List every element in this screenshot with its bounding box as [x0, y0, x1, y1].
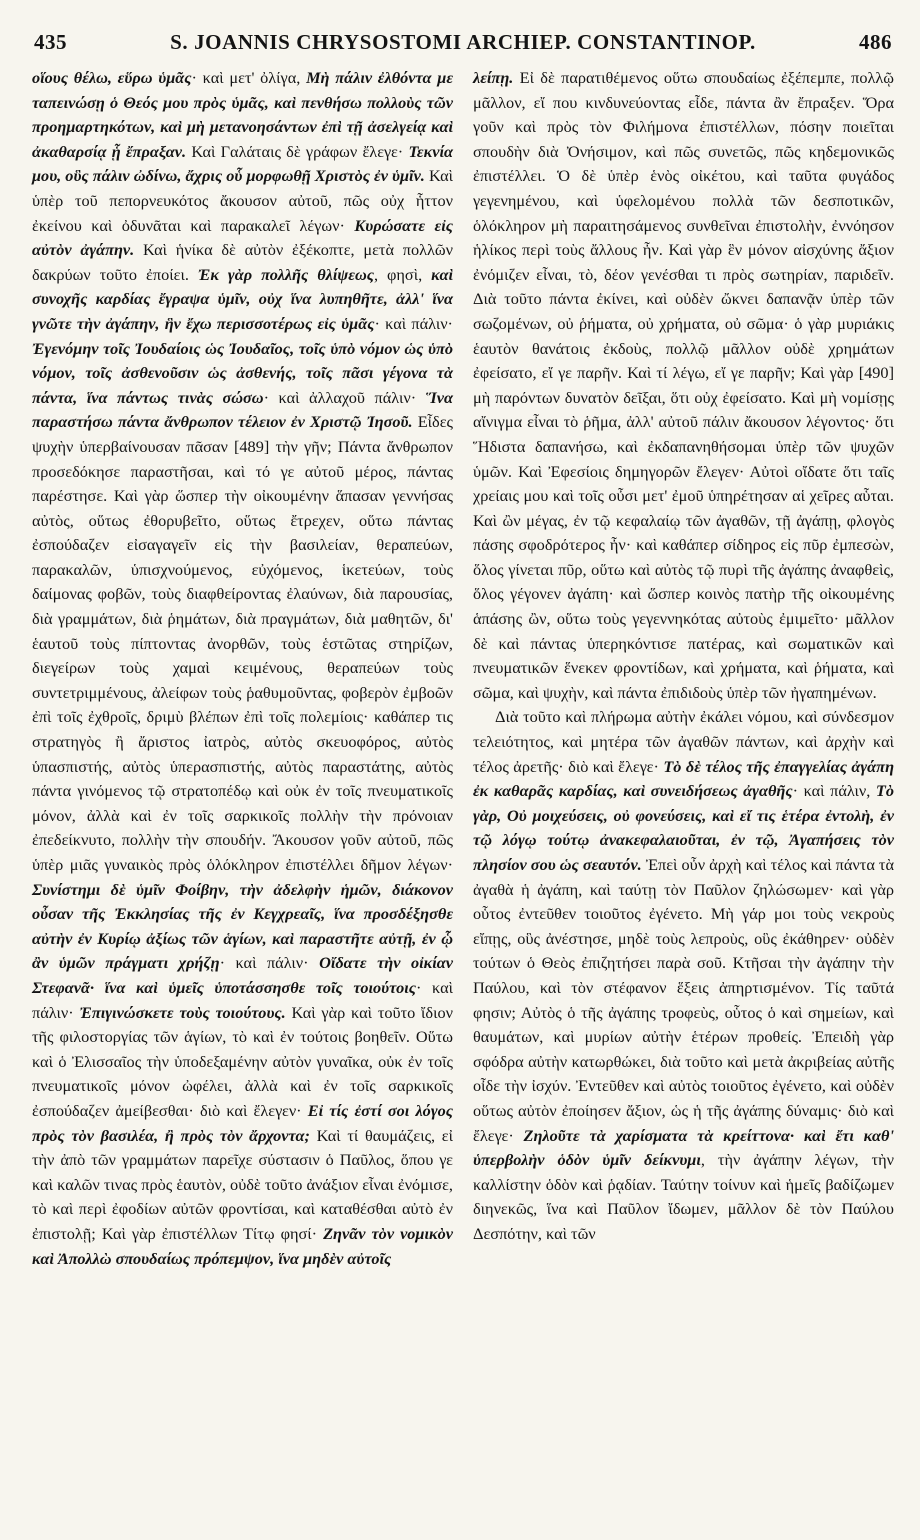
scripture-quote: Ἐκ γὰρ πολλῆς θλίψεως: [197, 264, 374, 284]
scripture-quote: Εἰ τίς ἐστί σοι λόγος πρὸς τὸν βασιλέα, ἢ πρὸς τὸν ἄρχοντα;: [32, 1100, 453, 1145]
text-segment: · καὶ ἀλλαχοῦ πάλιν·: [263, 387, 426, 407]
text-segment: · καὶ μετ' ὀλίγα,: [191, 68, 307, 87]
scripture-quote: καὶ συνοχῆς καρδίας ἔγραψα ὑμῖν, οὐχ ἵνα λυπηθῆτε, ἀλλ' ἵνα γνῶτε τὴν ἀγάπην, ἣν ἔχω περισσοτέρως εἰς ὑμᾶς: [32, 264, 453, 333]
text-segment: , φησὶ,: [373, 264, 432, 284]
text-segment: Καὶ γὰρ καὶ τοῦτο ἴδιον τῆς φιλοστοργίας τῶν ἁγίων, τὸ καὶ ἐν τούτοις βοηθεῖν. Οὕτω καὶ ὁ Ἐλισσαῖος τὴν ὑποδεξαμένην αὐτὸν γυναῖκα, οὐκ ἐν τοῖς πνευματικοῖς μόνον ὠφέλει, ἀλλὰ καὶ ἐν τοῖς σαρκικοῖς ἐσπούδαζεν ἀμείβεσθαι· διὸ καὶ ἔλεγεν·: [32, 1002, 453, 1120]
text-segment: Καὶ ὑπὲρ τοῦ πεπορνευκότος ἄκουσον αὐτοῦ, πῶς οὐχ ἧττον ἐκείνου καὶ ὀδυνᾶται καὶ παρακαλεῖ λέγων·: [32, 166, 454, 235]
column-left: [32, 66, 453, 1271]
text-segment: · καὶ πάλιν·: [219, 953, 320, 973]
text-segment: , τὴν ἀγάπην λέγων, τὴν καλλίστην ὁδὸν καὶ ῥᾳδίαν. Ταύτην τοίνυν καὶ ἡμεῖς βαδίζωμεν διηνεκῶς, ἵνα καὶ Παῦλον ἴδωμεν, μᾶλλον δὲ τὸν Παύλου Δεσπότην, καὶ τῶν: [473, 1150, 894, 1243]
scripture-quote: Οἴδατε τὴν οἰκίαν Στεφανᾶ· ἵνα καὶ ὑμεῖς ὑποτάσσησθε τοῖς τοιούτοις: [32, 953, 453, 997]
scripture-quote: Συνίστημι δὲ ὑμῖν Φοίβην, τὴν ἀδελφὴν ἡμῶν, διάκονον οὖσαν τῆς Ἐκκλησίας τῆς ἐν Κεγχρεαῖς, ἵνα προσδέξησθε αὐτὴν ἐν Κυρίῳ ἀξίως τῶν ἁγίων, καὶ παραστῆτε αὐτῇ, ἐν ᾧ ἂν ὑμῶν πράγματι χρήζῃ: [32, 879, 453, 973]
scripture-quote: Τὸ δὲ τέλος τῆς ἐπαγγελίας ἀγάπη ἐκ καθαρᾶς καρδίας, καὶ συνειδήσεως ἀγαθῆς: [473, 756, 894, 801]
scripture-quote: Τεκνία μου, οὓς πάλιν ὠδίνω, ἄχρις οὗ μορφωθῇ Χριστὸς ἐν ὑμῖν.: [32, 141, 453, 186]
text-segment: Διὰ τοῦτο καὶ πλήρωμα αὐτὴν ἐκάλει νόμου, καὶ σύνδεσμον τελειότητος, καὶ μητέρα τῶν ἀγαθῶν πάντων, καὶ ἀρχὴν καὶ τέλος ἀρετῆς· διὸ καὶ ἔλεγε·: [473, 707, 894, 776]
text-columns: [32, 66, 894, 1271]
scripture-quote: Ἵνα παραστήσω πάντα ἄνθρωπον τέλειον ἐν Χριστῷ Ἰησοῦ.: [32, 387, 453, 432]
page-header: [32, 30, 894, 60]
text-segment: · καὶ πάλιν,: [792, 781, 876, 801]
text-segment: · καὶ πάλιν·: [32, 977, 453, 1022]
scripture-quote: Ζηλοῦτε τὰ χαρίσματα τὰ κρείττονα· καὶ ἔτι καθ' ὑπερβολὴν ὁδὸν ὑμῖν δείκνυμι: [473, 1125, 894, 1170]
text-segment: · καὶ πάλιν·: [374, 313, 453, 333]
column-right: [473, 66, 894, 1271]
scripture-quote: λείπῃ.: [473, 68, 514, 87]
text-segment: Καὶ Γαλάταις δὲ γράφων ἔλεγε·: [186, 141, 409, 161]
scripture-quote: Τὸ γὰρ, Οὐ μοιχεύσεις, οὐ φονεύσεις, καὶ εἴ τις ἑτέρα ἐντολὴ, ἐν τῷ λόγῳ τούτῳ ἀνακεφαλαιοῦται, ἐν τῷ, Ἀγαπήσεις τὸν πλησίον σου ὡς σεαυτόν.: [473, 781, 894, 874]
paragraph: [473, 705, 894, 1246]
text-segment: Καὶ τί θαυμάζεις, εἰ τὴν ἀπὸ τῶν γραμμάτων παρεῖχε σύστασιν ὁ Παῦλος, ὅπου γε καὶ καλῶν τινας πρὸς ἑαυτὸν, οὐδὲ τοῦτο ἀνάξιον εἶναι ἐνόμισε, τὸ καὶ περὶ ἐφοδίων αὐτῶν φροντίσαι, καὶ καταθέσθαι αὐτὸ ἐν ἐπιστολῇ; Καὶ γὰρ ἐπιστέλλων Τίτῳ φησί·: [32, 1125, 453, 1243]
running-head: S. JOANNIS CHRYSOSTOMI ARCHIEP. CONSTANTINOP.: [170, 30, 756, 54]
text-segment: Καὶ ἡνίκα δὲ αὐτὸν ἐξέκοπτε, μετὰ πολλῶν δακρύων τοῦτο ἐποίει.: [32, 240, 453, 284]
scripture-quote: Ἐπιγινώσκετε τοὺς τοιούτους.: [79, 1002, 286, 1022]
paragraph: [473, 66, 894, 705]
scripture-quote: Κυρώσατε εἰς αὐτὸν ἀγάπην.: [32, 215, 453, 260]
text-segment: Ἐπεὶ οὖν ἀρχὴ καὶ τέλος καὶ πάντα τὰ ἀγαθὰ ἡ ἀγάπη, καὶ ταύτῃ τὸν Παῦλον ζηλώσωμεν· καὶ γὰρ οὗτος ἐντεῦθεν τοιοῦτος ἐγένετο. Μὴ γάρ μοι τοὺς νεκροὺς εἴπῃς, οὓς ἀνέστησε, μηδὲ τοὺς λεπροὺς, οὓς ἐκάθηρεν· οὐδὲν τούτων ὁ Θεὸς ἐπιζητήσει παρὰ σοῦ. Κτῆσαι τὴν ἀγάπην τὴν Παύλου, καὶ τὸν στέφανον ἕξεις ἀπηρτισμένον. Τίς ταῦτά φησιν; Αὐτὸς ὁ τῆς ἀγάπης τροφεὺς, οὗτος ὁ καὶ σημείων, καὶ θαυμάτων, καὶ μυρίων αὐτὴν ἑτέρων προθείς. Ἐπειδὴ γὰρ σφόδρα αὐτὴν κατωρθώκει, διὰ τοῦτο καὶ μετὰ ἀκριβείας αὐτῆς οἶδε τὴν ἰσχύν. Ἐντεῦθεν καὶ αὐτὸς τοιοῦτος ἐγένετο, καὶ οὐδὲν οὕτως αὐτὸν ἐποίησεν ἄξιον, ὡς ἡ τῆς ἀγάπης δύναμις· διὸ καὶ ἔλεγε·: [473, 855, 894, 1145]
page-number-left: 435: [34, 30, 67, 54]
scripture-quote: Ἐγενόμην τοῖς Ἰουδαίοις ὡς Ἰουδαῖος, τοῖς ὑπὸ νόμον ὡς ὑπὸ νόμον, τοῖς ἀσθενοῦσιν ὡς ἀσθενής, τοῖς πᾶσι γέγονα τὰ πάντα, ἵνα πάντως τινὰς σώσω: [32, 338, 453, 407]
text-segment: Εἶδες ψυχὴν ὑπερβαίνουσαν πᾶσαν [489] τὴν γῆν; Πάντα ἄνθρωπον προσεδόκησε παραστῆσαι, καὶ τό γε αὐτοῦ μέρος, πάντας παρέστησε. Καὶ γὰρ ὥσπερ τὴν οἰκουμένην ἅπασαν γεννήσας αὐτὸς, οὕτως ἐθορυβεῖτο, οὕτως ἔτρεχεν, οὕτω πάντας ἐσπούδαζεν εἰσαγαγεῖν εἰς τὴν βασιλείαν, θεραπεύων, παρακαλῶν, ὑπισχνούμενος, εὐχόμενος, ἱκετεύων, τοὺς δαίμονας φοβῶν, τοὺς διαφθείροντας ἐλαύνων, διὰ παρουσίας, διὰ γραμμάτων, διὰ ῥημάτων, διὰ πραγμάτων, διὰ μαθητῶν, δι' ἑαυτοῦ τοὺς πίπτοντας ἀνορθῶν, τοὺς ἑστῶτας στηρίζων, διεγείρων τοὺς χαμαὶ κειμένους, θεραπεύων τοὺς συντετριμμένους, ἀλείφων τοὺς ῥαθυμοῦντας, φοβερὸν ἐμβοῶν ἐπὶ τοῖς ἐχθροῖς, δριμὺ βλέπων ἐπὶ τοῖς πολεμίοις· καθάπερ τις στρατηγὸς ἢ ἄριστος ἰατρὸς, αὐτὸς σκευοφόρος, αὐτὸς ὑπασπιστής, αὐτὸς ὑπερασπιστής, αὐτὸς παραστάτης, αὐτὸς πάντα γινόμενος τῷ στρατοπέδῳ καὶ οὐκ ἐν τοῖς πνευματικοῖς μόνον, ἀλλὰ καὶ ἐν τοῖς σαρκικοῖς πολλὴν τὴν πρόνοιαν ἐπεδείκνυτο, πολλὴν τὴν σπουδήν. Ἄκουσον γοῦν αὐτοῦ, πῶς ὑπὲρ μιᾶς γυναικὸς πρὸς ὁλόκληρον ἐπιστέλλει δῆμον λέγων·: [32, 412, 453, 874]
scripture-quote: Μὴ πάλιν ἐλθόντα με ταπεινώσῃ ὁ Θεός μου πρὸς ὑμᾶς, καὶ πενθήσω πολλοὺς τῶν προημαρτηκότων, καὶ μὴ μετανοησάντων ἐπὶ τῇ ἀσελγείᾳ καὶ ἀκαθαρσίᾳ ᾗ ἔπραξαν.: [32, 68, 453, 161]
page-number-right: 486: [859, 30, 892, 54]
scripture-quote: οἵους θέλω, εὕρω ὑμᾶς: [32, 68, 192, 87]
paragraph: [32, 66, 453, 1271]
text-segment: Εἰ δὲ παρατιθέμενος οὕτω σπουδαίως ἐξέπεμπε, πολλῷ μᾶλλον, εἴ που κινδυνεύοντας εἶδε, πάντα ἂν ἔπραξεν. Ὅρα γοῦν καὶ πρὸς τὸν Φιλήμονα ἐπιστέλλων, πόσην ποιεῖται σπουδὴν διὰ Ὀνήσιμον, καὶ πῶς συνετῶς, πῶς κηδεμονικῶς ἐπιστέλλει. Ὁ δὲ ὑπὲρ ἑνὸς οἰκέτου, καὶ ταῦτα φυγάδος γεγενημένου, καὶ ὑφελομένου πολλὰ τῶν δεσποτικῶν, ὁλόκληρον μὴ παραιτησάμενος συνθεῖναι ἐπιστολὴν, ἐννόησον ἡλίκος περὶ τοὺς ἄλλους ἦν. Καὶ γὰρ ἓν μόνον αἰσχύνης ἄξιον ἐνόμιζεν εἶναι, τὸ, δέον γενέσθαι τι πρὸς σωτηρίαν, παριδεῖν. Διὰ τοῦτο πάντα ἐκίνει, καὶ οὐδὲν ὤκνει δαπανᾷν ὑπὲρ τῶν σωζομένων, οὐ ῥήματα, οὐ χρήματα, οὐ σῶμα· ὁ γὰρ μυριάκις ἑαυτὸν θανάτοις ἐκδοὺς, πολλῷ μᾶλλον οὐδὲ χρημάτων ἐφείσατο, εἴ γε παρῆν. Καὶ τί λέγω, εἴ γε παρῆν; Καὶ γὰρ [490] μὴ παρόντων δυνατὸν δεῖξαι, ὅτι οὐχ ἐφείσατο. Καὶ μὴ νομίσῃς αἴνιγμα εἶναι τὸ ῥῆμα, ἀλλ' αὐτοῦ πάλιν ἄκουσον λέγοντος· ὅτι Ἥδιστα δαπανήσω, καὶ ἐκδαπανηθήσομαι ὑπὲρ τῶν ψυχῶν ὑμῶν. Καὶ Ἐφεσίοις δημηγορῶν ἔλεγεν· Αὐτοὶ οἴδατε ὅτι ταῖς χρείαις μου καὶ τοῖς οὖσι μετ' ἐμοῦ ὑπηρέτησαν αἱ χεῖρες αὗται. Καὶ ὢν μέγας, ἐν τῷ κεφαλαίῳ τῶν ἀγαθῶν, τῇ ἀγάπῃ, φλογὸς πάσης σφοδρότερος ἦν· καὶ καθάπερ σίδηρος εἰς πῦρ ἐμπεσὼν, ὅλος γίνεται πῦρ, οὕτω καὶ αὐτὸς τῷ πυρὶ τῆς ἀγάπης ἀναφθεὶς, ὅλος γέγονεν ἀγάπη· καὶ ὥσπερ κοινὸς πατὴρ τῆς οἰκουμένης ἁπάσης ὢν, οὕτω τοὺς γεγεννηκότας αὐτοὺς ἐμιμεῖτο· μᾶλλον δὲ καὶ πάντας ὑπερηκόντισε πατέρας, καὶ σωματικῶν καὶ πνευματικῶν ἕνεκεν φροντίδων, καὶ χρήματα, καὶ ῥήματα, καὶ σῶμα, καὶ ψυχὴν, καὶ πάντα ἐπιδιδοὺς ὑπὲρ τῶν ἠγαπημένων.: [473, 68, 894, 702]
scripture-quote: Ζηνᾶν τὸν νομικὸν καὶ Ἀπολλὼ σπουδαίως πρόπεμψον, ἵνα μηδὲν αὐτοῖς: [32, 1223, 454, 1268]
